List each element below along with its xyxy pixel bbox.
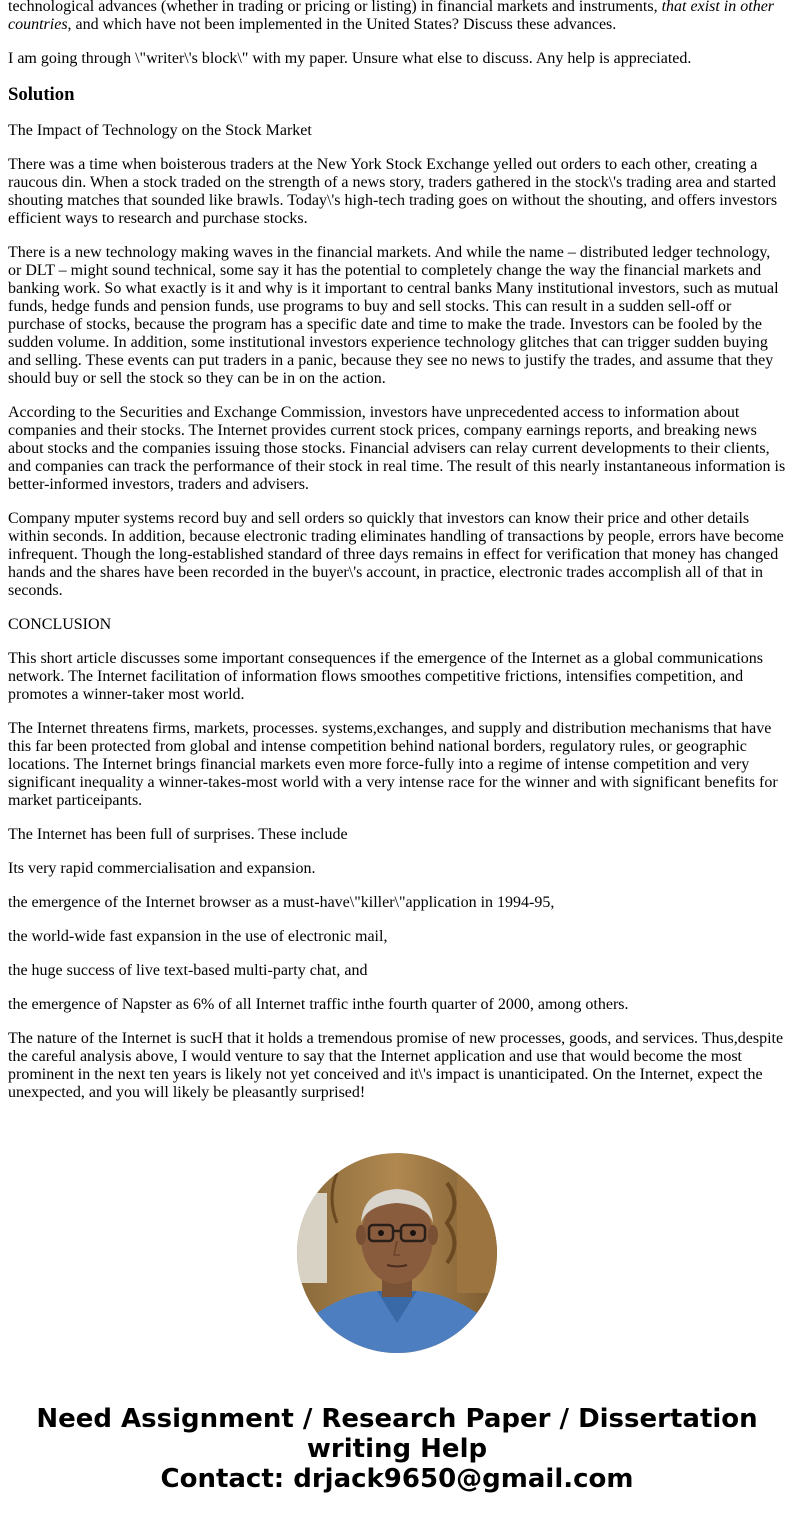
solution-paragraph: There is a new technology making waves in the financial markets. And while the name – distributed ledger technology, or DLT – might sound technical, some say it has the potential to completely change the way the financial markets and banking work. So what exactly is it and why is it important to central banks Many institutional investors, such as mutual funds, hedge funds and pension funds, use programs to buy and sell stocks. This can result in a sudden sell-off or purchase of stocks, because the program has a specific date and time to make the trade. Investors can be fooled by the sudden volume. In addition, some institutional investors experience technology glitches that can trigger sudden buying and selling. These events can put traders in a panic, because they see no news to justify the trades, and assume that they should buy or sell the stock so they can be in on the action. xyxy=(8,244,779,387)
surprise-item: the world-wide fast expansion in the use of electronic mail, xyxy=(8,928,388,945)
question-emphasis: that exist in other countries xyxy=(8,0,775,33)
author-portrait-icon xyxy=(297,1153,497,1353)
article-content xyxy=(8,0,786,1118)
solution-paragraph: The Internet has been full of surprises. These include xyxy=(8,826,348,843)
cta-contact-email[interactable]: Contact: drjack9650@gmail.com xyxy=(160,1464,634,1494)
solution-paragraph: The nature of the Internet is sucH that it holds a tremendous promise of new processes, goods, and services. Thus,despite the careful analysis above, I would venture to say that the Internet application and use that would become the most prominent in the next ten years is likely not yet conceived and it\'s impact is unanticipated. On the Internet, expect the unexpected, and you will likely be pleasantly surprised! xyxy=(8,1030,784,1101)
author-avatar xyxy=(297,1153,497,1353)
conclusion-heading: CONCLUSION xyxy=(8,616,112,633)
question-text xyxy=(8,0,786,34)
surprise-item: Its very rapid commercialisation and expansion. xyxy=(8,860,316,877)
solution-paragraph: The Internet threatens firms, markets, processes. systems,exchanges, and supply and distribution mechanisms that have this far been protected from global and intense competition behind national borders, regulatory rules, or geographic locations. The Internet brings financial markets even more force-fully into a regime of intense competition and very significant inequality a winner-takes-most world with a very intense race for the winner and with significant benefits for market particeipants. xyxy=(8,720,778,809)
solution-paragraph: Company mputer systems record buy and sell orders so quickly that investors can know their price and other details within seconds. In addition, because electronic trading eliminates handling of transactions by people, errors have become infrequent. Though the long-established standard of three days remains in effect for verification that money has changed hands and the shares have been recorded in the buyer\'s account, in practice, electronic trades accomplish all of that in seconds. xyxy=(8,510,784,599)
contact-banner xyxy=(0,1404,794,1494)
surprise-item: the huge success of live text-based multi-party chat, and xyxy=(8,962,368,979)
question-rest: , and which have not been implemented in the United States? Discuss these advances. xyxy=(67,16,617,33)
solution-paragraph: There was a time when boisterous traders at the New York Stock Exchange yelled out orders to each other, creating a raucous din. When a stock traded on the strength of a news story, traders gathered in the stock\'s trading area and started shouting matches that sounded like brawls. Today\'s high-tech trading goes on without the shouting, and offers investors efficient ways to research and purchase stocks. xyxy=(8,156,778,227)
surprise-item: the emergence of the Internet browser as a must-have\"killer\"application in 1994-95, xyxy=(8,894,555,911)
question-note: I am going through \"writer\'s block\" with my paper. Unsure what else to discuss. Any help is appreciated. xyxy=(8,50,692,67)
solution-paragraph: According to the Securities and Exchange Commission, investors have unprecedented access to information about companies and their stocks. The Internet provides current stock prices, company earnings reports, and breaking news about stocks and the companies issuing those stocks. Financial advisers can relay current developments to their clients, and companies can track the performance of their stock in real time. The result of this nearly instantaneous information is better-informed investors, traders and advisers. xyxy=(8,404,786,493)
solution-heading: Solution xyxy=(8,84,75,105)
cta-headline: Need Assignment / Research Paper / Dissertation writing Help xyxy=(36,1404,758,1464)
solution-title: The Impact of Technology on the Stock Market xyxy=(8,122,312,139)
question-intro: technological advances (whether in trading or pricing or listing) in financial markets and instruments, xyxy=(8,0,662,15)
solution-paragraph: This short article discusses some important consequences if the emergence of the Internet as a global communications network. The Internet facilitation of information flows smoothes competitive frictions, intensifies competition, and promotes a winner-taker most world. xyxy=(8,650,764,703)
surprise-item: the emergence of Napster as 6% of all Internet traffic inthe fourth quarter of 2000, among others. xyxy=(8,996,629,1013)
